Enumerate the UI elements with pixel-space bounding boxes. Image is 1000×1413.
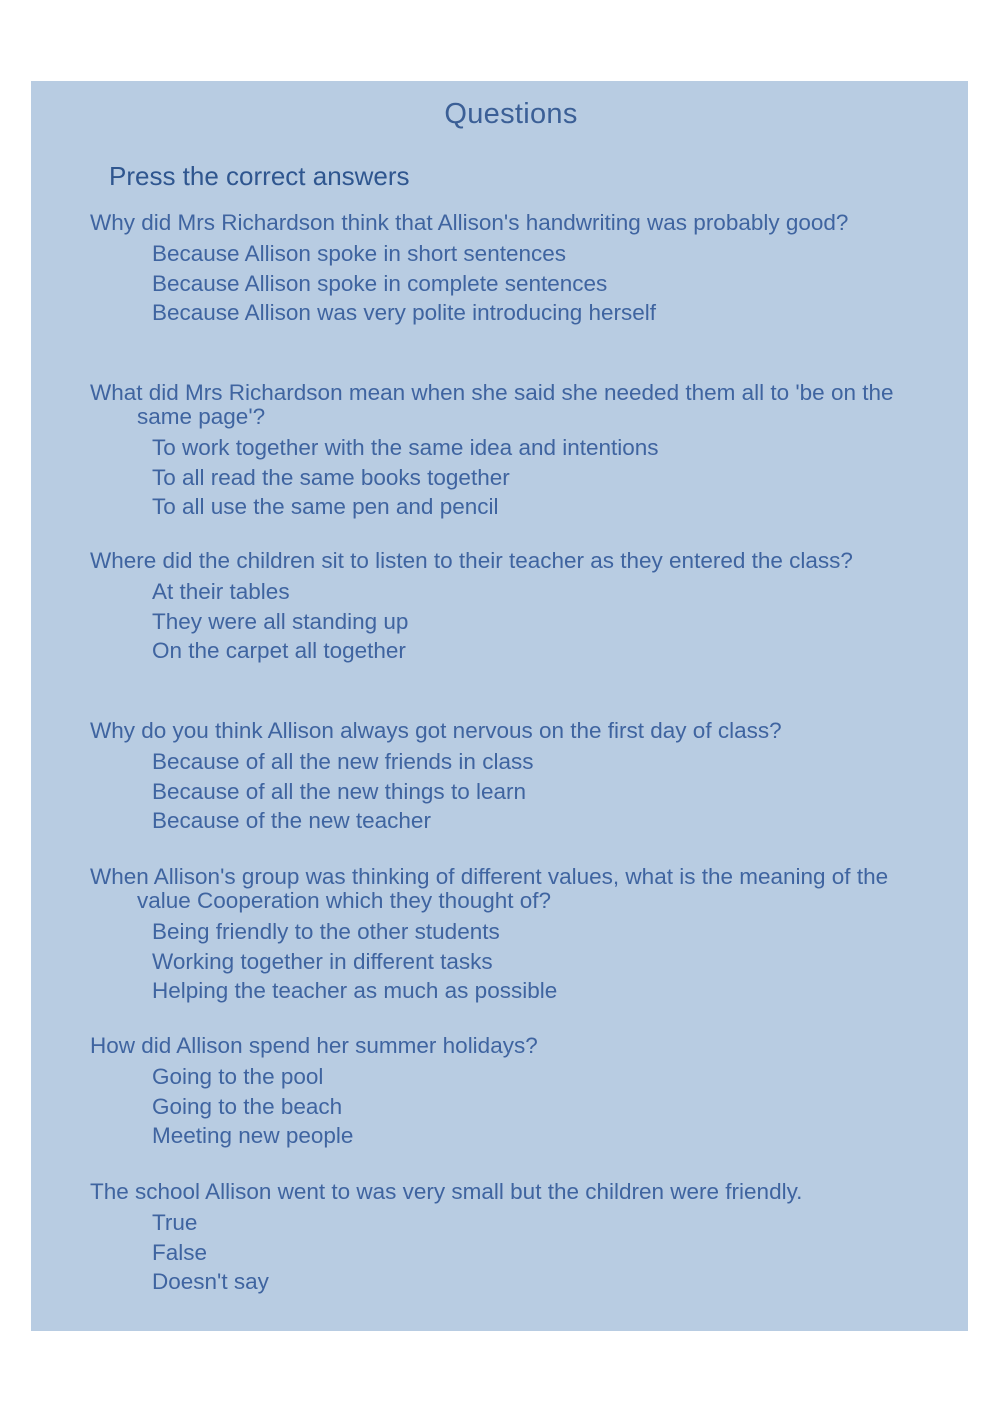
answer-option[interactable]: Because of all the new things to learn (152, 778, 526, 804)
answer-option[interactable]: False (152, 1239, 208, 1265)
answer-option[interactable]: Because of the new teacher (152, 808, 431, 833)
question-3 (90, 549, 910, 666)
answer-option[interactable]: Helping the teacher as much as possible (152, 978, 558, 1003)
answer-option[interactable]: Because of all the new friends in class (152, 749, 534, 774)
question-text: Why did Mrs Richardson think that Allison's handwriting was probably good? (90, 210, 849, 235)
answer-option[interactable]: Working together in different tasks (152, 948, 493, 974)
answer-option[interactable]: Because Allison spoke in complete sentences (152, 270, 608, 296)
question-text: What did Mrs Richardson mean when she said she needed them all to 'be on the same page'? (90, 380, 894, 429)
question-5 (90, 865, 910, 1006)
answer-option[interactable]: Because Allison was very polite introducing herself (152, 300, 657, 325)
answer-option[interactable]: True (152, 1210, 198, 1235)
question-text: How did Allison spend her summer holidays? (90, 1033, 538, 1058)
answer-option[interactable]: On the carpet all together (152, 638, 406, 663)
answer-option[interactable]: To work together with the same idea and intentions (152, 435, 659, 460)
answer-options (90, 239, 910, 328)
answer-options (90, 1062, 910, 1151)
answer-option[interactable]: Going to the pool (152, 1064, 324, 1089)
answer-option[interactable]: Because Allison spoke in short sentences (152, 241, 566, 266)
question-text: When Allison's group was thinking of different values, what is the meaning of the value Cooperation which they thought of? (90, 864, 889, 913)
answer-option[interactable]: Doesn't say (152, 1269, 269, 1294)
question-text: Where did the children sit to listen to their teacher as they entered the class? (90, 548, 853, 573)
answer-options (90, 747, 910, 836)
answer-option[interactable]: Meeting new people (152, 1123, 354, 1148)
question-2 (90, 381, 910, 522)
answer-options (90, 433, 910, 522)
answer-options (90, 1208, 910, 1297)
question-text: The school Allison went to was very small but the children were friendly. (90, 1179, 803, 1204)
answer-option[interactable]: Going to the beach (152, 1093, 343, 1119)
answer-options (90, 577, 910, 666)
answer-option[interactable]: To all read the same books together (152, 464, 510, 490)
question-text: Why do you think Allison always got nervous on the first day of class? (90, 718, 782, 743)
answer-option[interactable]: To all use the same pen and pencil (152, 494, 499, 519)
question-1 (90, 211, 910, 328)
question-4 (90, 719, 910, 836)
answer-option[interactable]: At their tables (152, 579, 290, 604)
answer-options (90, 917, 910, 1006)
answer-option[interactable]: Being friendly to the other students (152, 919, 500, 944)
question-7 (90, 1180, 910, 1297)
question-6 (90, 1034, 910, 1151)
instruction-heading: Press the correct answers (109, 161, 410, 191)
answer-option[interactable]: They were all standing up (152, 608, 409, 634)
page-title: Questions (444, 98, 578, 130)
